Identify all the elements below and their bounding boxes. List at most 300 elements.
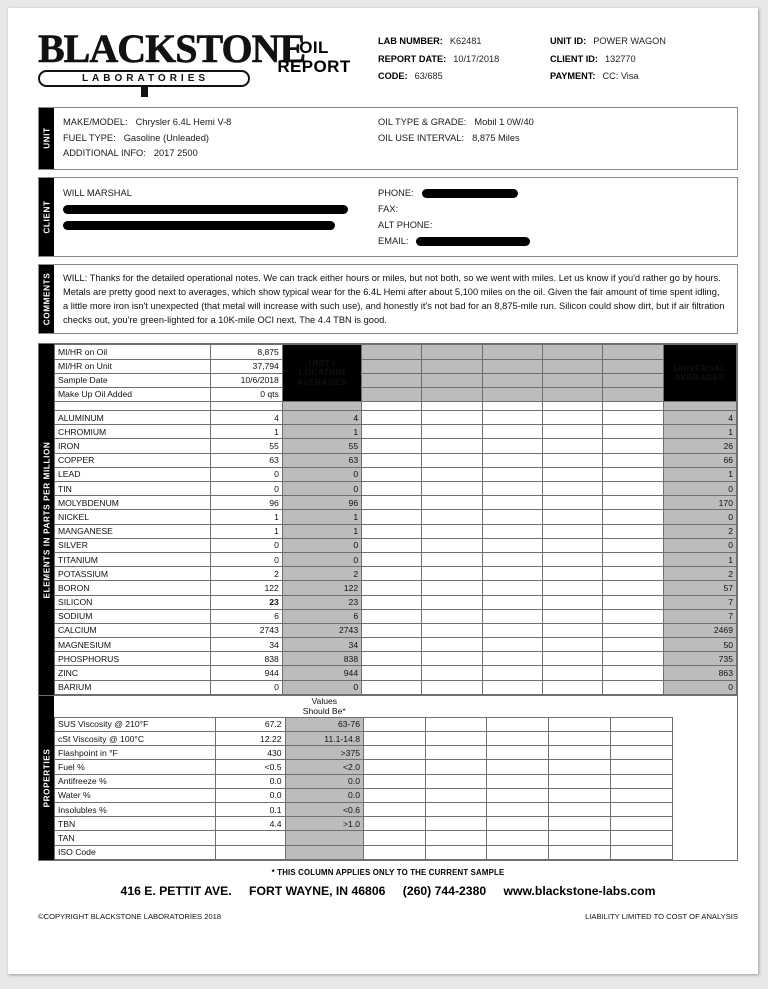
- spacer-cell: [422, 402, 482, 411]
- empty-sample-column: [425, 732, 487, 746]
- empty-sample-column: [363, 788, 425, 802]
- element-unit-average: 23: [282, 595, 361, 609]
- empty-sample-column: [363, 831, 425, 845]
- empty-sample-column: [362, 680, 422, 694]
- empty-sample-column: [482, 652, 542, 666]
- empty-sample-column: [603, 387, 663, 401]
- element-universal-average: 735: [663, 652, 736, 666]
- empty-sample-column: [549, 788, 611, 802]
- empty-sample-column: [363, 760, 425, 774]
- element-unit-average: 0: [282, 467, 361, 481]
- client-email: EMAIL:: [378, 233, 729, 249]
- empty-sample-column: [482, 510, 542, 524]
- element-unit-average: 2: [282, 567, 361, 581]
- element-row: [55, 538, 737, 552]
- empty-sample-column: [362, 638, 422, 652]
- table-spacer-row: [55, 402, 737, 411]
- element-sample-value: 1: [210, 524, 282, 538]
- empty-sample-column: [549, 817, 611, 831]
- lab-address-line: [38, 884, 738, 898]
- empty-sample-column: [425, 831, 487, 845]
- element-unit-average: 0: [282, 538, 361, 552]
- empty-sample-column: [603, 652, 663, 666]
- element-universal-average: 0: [663, 482, 736, 496]
- element-sample-value: 2: [210, 567, 282, 581]
- field-payment: PAYMENT: CC: Visa: [550, 71, 639, 81]
- element-universal-average: 2: [663, 524, 736, 538]
- empty-sample-column: [549, 732, 611, 746]
- property-should-be-value: [285, 845, 363, 859]
- element-universal-average: 4: [663, 411, 736, 425]
- client-address-line1: [63, 201, 378, 217]
- property-should-be-value: 11.1-14.8: [285, 732, 363, 746]
- empty-sample-column: [542, 387, 602, 401]
- empty-sample-column: [425, 774, 487, 788]
- empty-sample-column: [487, 817, 549, 831]
- spacer-cell: [362, 402, 422, 411]
- empty-sample-column: [425, 760, 487, 774]
- element-sample-value: 0: [210, 538, 282, 552]
- element-row: [55, 524, 737, 538]
- empty-sample-column: [542, 652, 602, 666]
- element-unit-average: 63: [282, 453, 361, 467]
- property-universal-spacer: [672, 788, 736, 802]
- element-unit-average: 1: [282, 425, 361, 439]
- empty-sample-column: [362, 373, 422, 387]
- property-sample-value: 67.2: [215, 717, 285, 731]
- empty-sample-column: [362, 411, 422, 425]
- unit-oil-use-interval: OIL USE INTERVAL: 8,875 Miles: [378, 132, 520, 143]
- sample-info-label: Sample Date: [55, 373, 211, 387]
- empty-sample-column: [422, 666, 482, 680]
- legal-row: [38, 912, 738, 921]
- element-universal-average: 0: [663, 510, 736, 524]
- client-section: [38, 177, 738, 257]
- empty-sample-column: [610, 717, 672, 731]
- empty-sample-column: [542, 345, 602, 359]
- empty-sample-column: [362, 524, 422, 538]
- element-universal-average: 66: [663, 453, 736, 467]
- property-sample-value: [215, 845, 285, 859]
- empty-sample-column: [482, 595, 542, 609]
- properties-section-tab: PROPERTIES: [39, 696, 54, 860]
- empty-sample-column: [422, 581, 482, 595]
- empty-sample-column: [603, 638, 663, 652]
- empty-sample-column: [487, 732, 549, 746]
- property-should-be-value: [285, 831, 363, 845]
- comments-text: WILL: Thanks for the detailed operational notes. We can track either hours or miles, but not both, so we went with miles. Let us know if you'd rather go by hours. Metals are pretty good next to averages, which show typical wear for the 6.4L Hemi after about 5,100 miles on the oil. Given the fair amount of time spent idling, a little more iron isn't unexpected (that metal will increase with such use), and honestly it's not bad for an 8,875-mile run. Silicon could show dirt, but if air filtration checks out, you're green-lighted for a 10K-mile OCI next. The 4.4 TBN is good.: [63, 272, 725, 326]
- properties-table-wrapper: [38, 696, 738, 861]
- property-name: SUS Viscosity @ 210°F: [55, 717, 216, 731]
- element-row: [55, 552, 737, 566]
- sample-info-row: [55, 387, 737, 401]
- element-row: [55, 609, 737, 623]
- empty-sample-column: [603, 373, 663, 387]
- property-should-be-value: <0.6: [285, 802, 363, 816]
- empty-sample-column: [482, 581, 542, 595]
- element-row: [55, 453, 737, 467]
- lab-phone: (260) 744-2380: [402, 883, 487, 898]
- property-sample-value: 4.4: [215, 817, 285, 831]
- property-row: [55, 732, 737, 746]
- empty-sample-column: [362, 510, 422, 524]
- sample-info-row: [55, 359, 737, 373]
- empty-sample-column: [610, 788, 672, 802]
- element-sample-value: 1: [210, 510, 282, 524]
- element-name: MAGNESIUM: [55, 638, 211, 652]
- element-universal-average: 863: [663, 666, 736, 680]
- property-row: [55, 760, 737, 774]
- element-name: IRON: [55, 439, 211, 453]
- empty-sample-column: [542, 359, 602, 373]
- property-universal-spacer: [672, 845, 736, 859]
- element-name: COPPER: [55, 453, 211, 467]
- empty-sample-column: [542, 467, 602, 481]
- empty-sample-column: [362, 482, 422, 496]
- empty-sample-column: [542, 453, 602, 467]
- element-name: BARIUM: [55, 680, 211, 694]
- current-sample-note: * THIS COLUMN APPLIES ONLY TO THE CURRENT SAMPLE: [271, 867, 505, 877]
- empty-sample-column: [542, 510, 602, 524]
- empty-sample-column: [610, 732, 672, 746]
- caption-spacer: [363, 696, 425, 718]
- property-name: Fuel %: [55, 760, 216, 774]
- property-universal-spacer: [672, 732, 736, 746]
- element-unit-average: 2743: [282, 623, 361, 637]
- property-name: TBN: [55, 817, 216, 831]
- element-unit-average: 0: [282, 552, 361, 566]
- element-sample-value: 6: [210, 609, 282, 623]
- sample-info-value: 0 qts: [210, 387, 282, 401]
- elements-table: [54, 344, 737, 695]
- spacer-cell: [55, 402, 211, 411]
- element-sample-value: 55: [210, 439, 282, 453]
- empty-sample-column: [422, 552, 482, 566]
- property-row: [55, 802, 737, 816]
- empty-sample-column: [542, 595, 602, 609]
- empty-sample-column: [422, 638, 482, 652]
- empty-sample-column: [422, 609, 482, 623]
- client-address-line2: [63, 217, 378, 233]
- empty-sample-column: [362, 345, 422, 359]
- empty-sample-column: [603, 581, 663, 595]
- empty-sample-column: [603, 524, 663, 538]
- empty-sample-column: [422, 496, 482, 510]
- empty-sample-column: [549, 760, 611, 774]
- report-page: [8, 8, 758, 974]
- element-row: [55, 411, 737, 425]
- element-universal-average: 0: [663, 538, 736, 552]
- empty-sample-column: [482, 453, 542, 467]
- elements-table-wrapper: [38, 343, 738, 696]
- field-lab-number: LAB NUMBER: K62481: [378, 36, 482, 46]
- logo-stem: [141, 87, 148, 97]
- property-should-be-value: >1.0: [285, 817, 363, 831]
- sample-info-label: Make Up Oil Added: [55, 387, 211, 401]
- empty-sample-column: [482, 373, 542, 387]
- element-name: TIN: [55, 482, 211, 496]
- empty-sample-column: [422, 510, 482, 524]
- header-fields: [378, 26, 738, 81]
- property-name: Water %: [55, 788, 216, 802]
- empty-sample-column: [362, 359, 422, 373]
- element-universal-average: 7: [663, 609, 736, 623]
- empty-sample-column: [362, 453, 422, 467]
- empty-sample-column: [542, 680, 602, 694]
- empty-sample-column: [610, 802, 672, 816]
- property-name: Flashpoint in °F: [55, 746, 216, 760]
- empty-sample-column: [610, 831, 672, 845]
- empty-sample-column: [542, 623, 602, 637]
- property-universal-spacer: [672, 760, 736, 774]
- empty-sample-column: [362, 595, 422, 609]
- property-sample-value: 12.22: [215, 732, 285, 746]
- property-name: Antifreeze %: [55, 774, 216, 788]
- sample-info-label: MI/HR on Oil: [55, 345, 211, 359]
- property-should-be-value: <2.0: [285, 760, 363, 774]
- empty-sample-column: [363, 732, 425, 746]
- element-universal-average: 170: [663, 496, 736, 510]
- empty-sample-column: [542, 538, 602, 552]
- empty-sample-column: [603, 425, 663, 439]
- copyright-text: ©COPYRIGHT BLACKSTONE LABORATORIES 2018: [38, 911, 222, 921]
- property-sample-value: [215, 831, 285, 845]
- empty-sample-column: [362, 467, 422, 481]
- empty-sample-column: [362, 496, 422, 510]
- element-row: [55, 666, 737, 680]
- empty-sample-column: [482, 496, 542, 510]
- property-sample-value: 0.1: [215, 802, 285, 816]
- empty-sample-column: [603, 359, 663, 373]
- caption-spacer: [549, 696, 611, 718]
- element-sample-value: 4: [210, 411, 282, 425]
- page-title-line2: REPORT: [277, 57, 351, 76]
- empty-sample-column: [542, 567, 602, 581]
- caption-spacer: [672, 696, 736, 718]
- empty-sample-column: [487, 760, 549, 774]
- empty-sample-column: [603, 345, 663, 359]
- empty-sample-column: [422, 453, 482, 467]
- empty-sample-column: [487, 802, 549, 816]
- element-unit-average: 55: [282, 439, 361, 453]
- element-name: PHOSPHORUS: [55, 652, 211, 666]
- field-client-id: CLIENT ID: 132770: [550, 53, 636, 64]
- universal-averages-header: UNIVERSAL AVERAGES: [663, 345, 736, 402]
- element-unit-average: 34: [282, 638, 361, 652]
- element-sample-value: 122: [210, 581, 282, 595]
- empty-sample-column: [422, 680, 482, 694]
- empty-sample-column: [362, 666, 422, 680]
- empty-sample-column: [603, 623, 663, 637]
- element-sample-value: 34: [210, 638, 282, 652]
- empty-sample-column: [603, 467, 663, 481]
- address-street: 416 E. PETTIT AVE.: [120, 883, 232, 898]
- empty-sample-column: [362, 387, 422, 401]
- element-unit-average: 1: [282, 524, 361, 538]
- empty-sample-column: [425, 817, 487, 831]
- unit-section-tab: UNIT: [39, 108, 54, 169]
- spacer-cell: [663, 402, 736, 411]
- property-row: [55, 774, 737, 788]
- sample-info-row: [55, 373, 737, 387]
- property-universal-spacer: [672, 774, 736, 788]
- element-unit-average: 4: [282, 411, 361, 425]
- page-title: [250, 26, 378, 76]
- property-universal-spacer: [672, 746, 736, 760]
- element-sample-value: 0: [210, 680, 282, 694]
- property-sample-value: 430: [215, 746, 285, 760]
- empty-sample-column: [482, 359, 542, 373]
- caption-spacer: [487, 696, 549, 718]
- spacer-cell: [210, 402, 282, 411]
- spacer-cell: [482, 402, 542, 411]
- liability-text: LIABILITY LIMITED TO COST OF ANALYSIS: [585, 911, 738, 921]
- element-name: TITANIUM: [55, 552, 211, 566]
- empty-sample-column: [362, 581, 422, 595]
- field-unit-id: UNIT ID: POWER WAGON: [550, 36, 666, 46]
- element-name: SILICON: [55, 595, 211, 609]
- element-universal-average: 2: [663, 567, 736, 581]
- empty-sample-column: [482, 524, 542, 538]
- empty-sample-column: [482, 609, 542, 623]
- element-name: MOLYBDENUM: [55, 496, 211, 510]
- empty-sample-column: [422, 411, 482, 425]
- element-sample-value: 838: [210, 652, 282, 666]
- empty-sample-column: [363, 802, 425, 816]
- empty-sample-column: [482, 387, 542, 401]
- property-should-be-value: 63-76: [285, 717, 363, 731]
- unit-section: [38, 107, 738, 170]
- element-name: MANGANESE: [55, 524, 211, 538]
- property-row: [55, 817, 737, 831]
- client-name: WILL MARSHAL: [63, 187, 132, 198]
- element-row: [55, 467, 737, 481]
- empty-sample-column: [362, 652, 422, 666]
- empty-sample-column: [487, 746, 549, 760]
- property-name: ISO Code: [55, 845, 216, 859]
- empty-sample-column: [603, 453, 663, 467]
- empty-sample-column: [549, 746, 611, 760]
- client-phone: PHONE:: [378, 185, 729, 201]
- blackstone-logo: [38, 26, 306, 97]
- empty-sample-column: [362, 567, 422, 581]
- empty-sample-column: [603, 666, 663, 680]
- property-should-be-value: >375: [285, 746, 363, 760]
- empty-sample-column: [603, 552, 663, 566]
- empty-sample-column: [363, 845, 425, 859]
- empty-sample-column: [425, 788, 487, 802]
- empty-sample-column: [422, 623, 482, 637]
- element-sample-value: 23: [210, 595, 282, 609]
- empty-sample-column: [542, 425, 602, 439]
- element-unit-average: 1: [282, 510, 361, 524]
- property-row: [55, 746, 737, 760]
- element-universal-average: 0: [663, 680, 736, 694]
- empty-sample-column: [542, 666, 602, 680]
- element-row: [55, 510, 737, 524]
- empty-sample-column: [549, 831, 611, 845]
- empty-sample-column: [425, 746, 487, 760]
- sample-info-value: 8,875: [210, 345, 282, 359]
- sample-info-value: 10/6/2018: [210, 373, 282, 387]
- spacer-cell: [603, 402, 663, 411]
- comments-section: [38, 264, 738, 335]
- element-row: [55, 439, 737, 453]
- empty-sample-column: [482, 623, 542, 637]
- empty-sample-column: [603, 510, 663, 524]
- empty-sample-column: [482, 345, 542, 359]
- element-universal-average: 57: [663, 581, 736, 595]
- element-name: SILVER: [55, 538, 211, 552]
- client-alt-phone: ALT PHONE:: [378, 219, 433, 230]
- empty-sample-column: [603, 538, 663, 552]
- property-should-be-value: 0.0: [285, 774, 363, 788]
- empty-sample-column: [362, 439, 422, 453]
- lab-website[interactable]: www.blackstone-labs.com: [503, 883, 656, 898]
- empty-sample-column: [603, 595, 663, 609]
- empty-sample-column: [542, 609, 602, 623]
- element-name: NICKEL: [55, 510, 211, 524]
- spacer-cell: [542, 402, 602, 411]
- element-universal-average: 2469: [663, 623, 736, 637]
- empty-sample-column: [549, 774, 611, 788]
- empty-sample-column: [363, 817, 425, 831]
- empty-sample-column: [603, 411, 663, 425]
- empty-sample-column: [487, 845, 549, 859]
- element-name: SODIUM: [55, 609, 211, 623]
- page-title-line1: OIL: [299, 38, 329, 57]
- element-name: CALCIUM: [55, 623, 211, 637]
- empty-sample-column: [603, 439, 663, 453]
- address-city: FORT WAYNE, IN 46806: [249, 883, 386, 898]
- empty-sample-column: [425, 717, 487, 731]
- empty-sample-column: [425, 845, 487, 859]
- empty-sample-column: [422, 425, 482, 439]
- field-code: CODE: 63/685: [378, 71, 443, 81]
- empty-sample-column: [422, 467, 482, 481]
- empty-sample-column: [422, 482, 482, 496]
- caption-spacer: [425, 696, 487, 718]
- logo-subtitle: LABORATORIES: [38, 70, 250, 87]
- empty-sample-column: [422, 567, 482, 581]
- element-row: [55, 482, 737, 496]
- property-should-be-value: 0.0: [285, 788, 363, 802]
- element-sample-value: 0: [210, 467, 282, 481]
- values-should-be-header: Values Should Be*: [285, 696, 363, 718]
- empty-sample-column: [610, 774, 672, 788]
- client-section-tab: CLIENT: [39, 178, 54, 256]
- empty-sample-column: [482, 425, 542, 439]
- element-name: LEAD: [55, 467, 211, 481]
- element-row: [55, 680, 737, 694]
- empty-sample-column: [542, 552, 602, 566]
- element-unit-average: 0: [282, 680, 361, 694]
- properties-table: [54, 696, 737, 860]
- empty-sample-column: [482, 482, 542, 496]
- element-name: POTASSIUM: [55, 567, 211, 581]
- empty-sample-column: [482, 538, 542, 552]
- empty-sample-column: [487, 788, 549, 802]
- element-unit-average: 838: [282, 652, 361, 666]
- element-name: BORON: [55, 581, 211, 595]
- property-universal-spacer: [672, 717, 736, 731]
- element-universal-average: 26: [663, 439, 736, 453]
- empty-sample-column: [422, 595, 482, 609]
- element-universal-average: 1: [663, 425, 736, 439]
- property-sample-value: 0.0: [215, 788, 285, 802]
- empty-sample-column: [542, 482, 602, 496]
- element-sample-value: 944: [210, 666, 282, 680]
